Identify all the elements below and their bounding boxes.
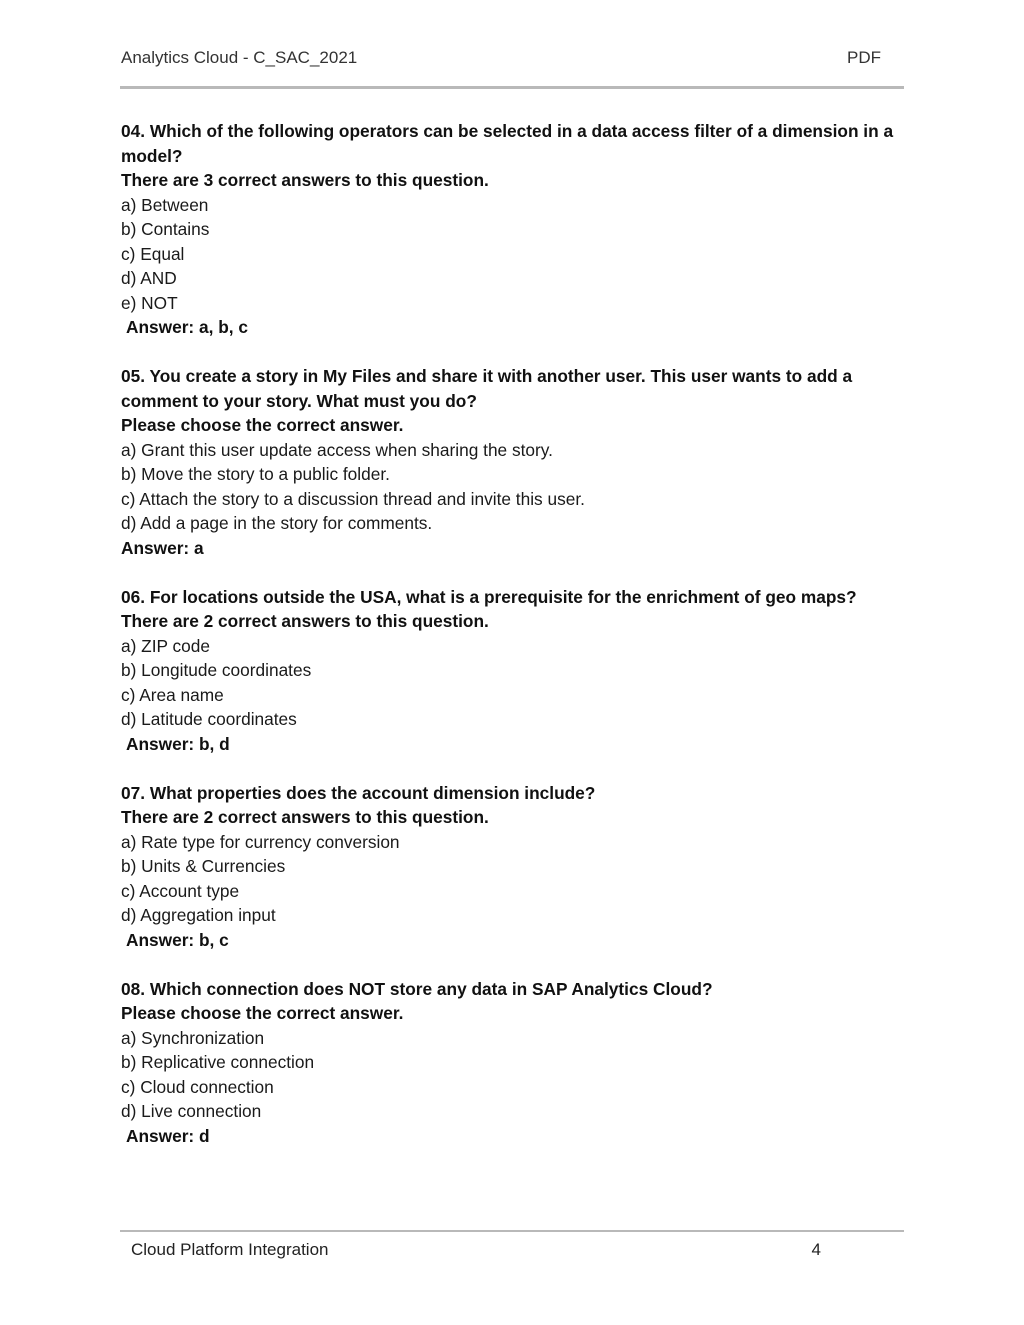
answer-option: c) Account type <box>121 880 240 901</box>
answer-option: a) Rate type for currency conversion <box>121 831 400 852</box>
answer-option: b) Contains <box>121 219 210 239</box>
correct-answer: Answer: a <box>121 537 204 558</box>
question-block <box>121 781 911 953</box>
question-instruction: There are 2 correct answers to this question. <box>121 807 489 827</box>
answer-option: d) Latitude coordinates <box>121 709 297 729</box>
answer-option: a) Synchronization <box>121 1027 265 1048</box>
answer-option: b) Replicative connection <box>121 1052 315 1072</box>
question-list <box>121 119 911 1173</box>
answer-option: b) Units & Currencies <box>121 856 286 876</box>
answer-option: d) Aggregation input <box>121 905 276 925</box>
header-divider <box>120 86 904 89</box>
answer-option: c) Equal <box>121 243 185 264</box>
answer-option: c) Area name <box>121 684 224 705</box>
question-text: 07. What properties does the account dimension include? <box>121 782 596 803</box>
answer-option: a) ZIP code <box>121 635 211 656</box>
correct-answer: Answer: b, c <box>126 929 229 950</box>
document-format: PDF <box>847 48 881 67</box>
question-block <box>121 364 911 560</box>
answer-option: a) Grant this user update access when sharing the story. <box>121 439 553 460</box>
correct-answer: Answer: d <box>126 1125 210 1146</box>
question-text: 06. For locations outside the USA, what is a prerequisite for the enrichment of geo maps? <box>121 586 857 607</box>
question-instruction: Please choose the correct answer. <box>121 415 404 435</box>
page-footer <box>131 1240 821 1264</box>
correct-answer: Answer: a, b, c <box>126 317 248 337</box>
correct-answer: Answer: b, d <box>126 733 230 754</box>
question-block <box>121 585 911 757</box>
document-title: Analytics Cloud - C_SAC_2021 <box>121 48 358 67</box>
footer-divider <box>120 1230 904 1232</box>
question-instruction: Please choose the correct answer. <box>121 1003 404 1023</box>
answer-option: d) AND <box>121 268 177 288</box>
page-header <box>121 48 881 72</box>
answer-option: d) Add a page in the story for comments. <box>121 513 433 533</box>
question-instruction: There are 3 correct answers to this question. <box>121 170 489 190</box>
footer-label: Cloud Platform Integration <box>131 1240 329 1259</box>
answer-option: a) Between <box>121 194 209 215</box>
question-instruction: There are 2 correct answers to this question. <box>121 611 489 631</box>
question-text: 05. You create a story in My Files and share it with another user. This user wants to add a comment to your story. What must you do? <box>121 366 853 411</box>
question-text: 08. Which connection does NOT store any data in SAP Analytics Cloud? <box>121 978 713 999</box>
question-text: 04. Which of the following operators can be selected in a data access filter of a dimension in a model? <box>121 121 894 166</box>
answer-option: b) Longitude coordinates <box>121 660 312 680</box>
question-block <box>121 977 911 1149</box>
question-block <box>121 119 911 340</box>
answer-option: c) Attach the story to a discussion thread and invite this user. <box>121 488 585 509</box>
answer-option: c) Cloud connection <box>121 1076 274 1097</box>
answer-option: b) Move the story to a public folder. <box>121 464 390 484</box>
page-number: 4 <box>811 1240 821 1259</box>
answer-option: d) Live connection <box>121 1101 262 1121</box>
answer-option: e) NOT <box>121 292 178 313</box>
